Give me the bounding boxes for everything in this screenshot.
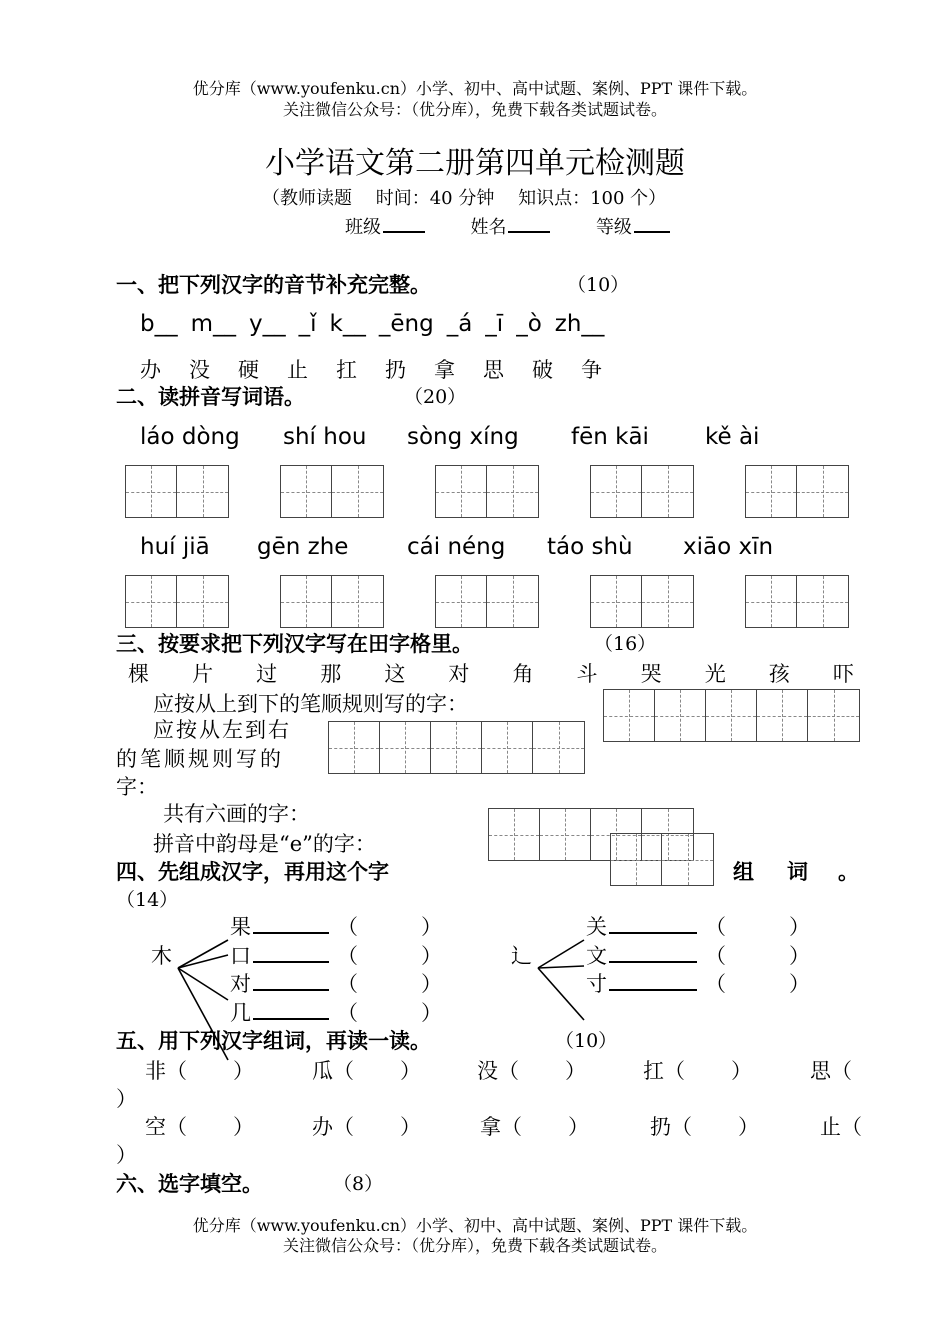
char-item: 过 (256, 662, 278, 686)
s2-pinyin-3: sòng xíng (407, 424, 519, 450)
section-1-points: （10） (567, 274, 630, 296)
char-item: 拿 (434, 358, 455, 382)
section-1-title: 一、把下列汉字的音节补充完整。 (116, 273, 431, 297)
s2-pinyin-8: cái néng (407, 534, 506, 560)
s5-item: 扛（ ） (643, 1059, 752, 1083)
section-2-points: （20） (404, 386, 467, 408)
s2-pinyin-6: huí jiā (140, 534, 210, 560)
pinyin-item: zh__ (554, 311, 605, 337)
char-item: 片 (192, 662, 214, 686)
char-item: 角 (512, 662, 534, 686)
section-4-tail-1: 组 (733, 860, 754, 884)
char-item: 棵 (128, 662, 149, 686)
char-item: 办 (140, 358, 161, 382)
section-6-title: 六、选字填空。 (116, 1172, 263, 1196)
section-4-points: （14） (116, 889, 179, 911)
char-item: 扛 (336, 358, 357, 382)
connector-line (538, 966, 584, 968)
char-item: 思 (483, 358, 504, 382)
section-4-title: 四、先组成汉字，再用这个字 (116, 860, 389, 884)
section-4-tail-3: 。 (838, 860, 859, 884)
char-item: 破 (532, 358, 553, 382)
connector-line (178, 968, 228, 1000)
char-item: 争 (581, 358, 602, 382)
s2-pinyin-9: táo shù (547, 534, 633, 560)
left-item: 对 （ ） (230, 972, 442, 996)
pinyin-item: _ǐ (298, 311, 317, 337)
pinyin-item: _ēng (378, 311, 434, 337)
connector-line (538, 940, 584, 968)
s3-q4: 拼音中韵母是“e”的字： (153, 832, 376, 856)
section-5-points: （10） (555, 1030, 618, 1052)
name-label: 姓名 (470, 217, 507, 238)
section-2-title: 二、读拼音写词语。 (116, 385, 305, 409)
grade-label: 等级 (595, 217, 632, 238)
char-item: 这 (384, 662, 406, 686)
class-label: 班级 (345, 217, 381, 238)
pinyin-item: y__ (249, 311, 286, 337)
s5-item: 扔（ ） (650, 1115, 759, 1139)
right-item: 寸 （ ） (586, 972, 810, 996)
left-item: 口 （ ） (230, 944, 442, 968)
s5-wrap-paren: ） (116, 1143, 137, 1167)
pinyin-item: k__ (329, 311, 366, 337)
pinyin-item: m__ (190, 311, 237, 337)
header-line-2: 关注微信公众号：（优分库），免费下载各类试题试卷。 (282, 100, 667, 119)
pinyin-item: _ò (516, 311, 542, 337)
right-item: 关 （ ） (586, 915, 810, 939)
s5-item: 止（ (820, 1115, 862, 1139)
section-3-points: （16） (594, 633, 657, 655)
page-title: 小学语文第二册第四单元检测题 (265, 146, 685, 181)
s5-wrap-paren: ） (116, 1087, 137, 1111)
header-line-1: 优分库（www.youfenku.cn）小学、初中、高中试题、案例、PPT 课件下载。 (192, 79, 758, 98)
char-item: 吓 (832, 662, 854, 686)
char-item: 孩 (768, 662, 790, 686)
footer-line-2: 关注微信公众号：（优分库），免费下载各类试题试卷。 (282, 1236, 667, 1255)
subtitle: （教师读题 时间：40 分钟 知识点：100 个） (262, 188, 667, 209)
s3-q2-line2: 的笔顺规则写的 (116, 747, 284, 771)
s2-pinyin-1: láo dòng (140, 424, 240, 450)
s2-pinyin-5: kě ài (705, 424, 760, 450)
section-4-tail-2: 词 (787, 860, 808, 884)
char-item: 斗 (576, 662, 598, 686)
char-item: 止 (287, 358, 308, 382)
s5-item: 思（ (810, 1059, 852, 1083)
right-item: 文 （ ） (586, 944, 810, 968)
left-root-char: 木 (151, 944, 172, 968)
s5-item: 瓜（ ） (312, 1059, 421, 1083)
char-item: 扔 (385, 358, 406, 382)
s5-item: 没（ ） (477, 1059, 586, 1083)
char-item: 对 (448, 662, 470, 686)
char-item: 光 (704, 662, 726, 686)
pinyin-item: _á (446, 311, 473, 337)
left-item: 几 （ ） (230, 1001, 442, 1025)
s5-item: 办（ ） (312, 1115, 421, 1139)
char-item: 哭 (640, 662, 662, 686)
s2-pinyin-2: shí hou (283, 424, 367, 450)
section-6-points: （8） (333, 1173, 384, 1195)
s3-q3: 共有六画的字： (163, 802, 310, 826)
s3-q1: 应按从上到下的笔顺规则写的字： (153, 692, 468, 716)
s5-item: 非（ ） (145, 1059, 254, 1083)
char-item: 硬 (238, 358, 259, 382)
footer-line-1: 优分库（www.youfenku.cn）小学、初中、高中试题、案例、PPT 课件下载。 (192, 1216, 758, 1235)
s2-pinyin-7: gēn zhe (257, 534, 349, 560)
connector-line (178, 955, 228, 968)
s2-pinyin-10: xiāo xīn (683, 534, 774, 560)
connector-line (538, 968, 584, 1020)
s3-q2-line3: 字： (116, 775, 158, 799)
section-3-title: 三、按要求把下列汉字写在田字格里。 (116, 632, 473, 656)
left-item: 果 （ ） (230, 915, 442, 939)
s2-pinyin-4: fēn kāi (571, 424, 649, 450)
connector-line (178, 940, 228, 968)
section-5-title: 五、用下列汉字组词，再读一读。 (116, 1029, 431, 1053)
pinyin-item: b__ (140, 311, 178, 337)
char-item: 没 (189, 358, 210, 382)
s5-item: 拿（ ） (480, 1115, 589, 1139)
s5-item: 空（ ） (145, 1115, 254, 1139)
pinyin-item: _ī (485, 311, 504, 337)
char-item: 那 (320, 662, 342, 686)
right-root-char: 辶 (511, 944, 532, 968)
s3-q2-line1: 应按从左到右 (153, 718, 291, 742)
